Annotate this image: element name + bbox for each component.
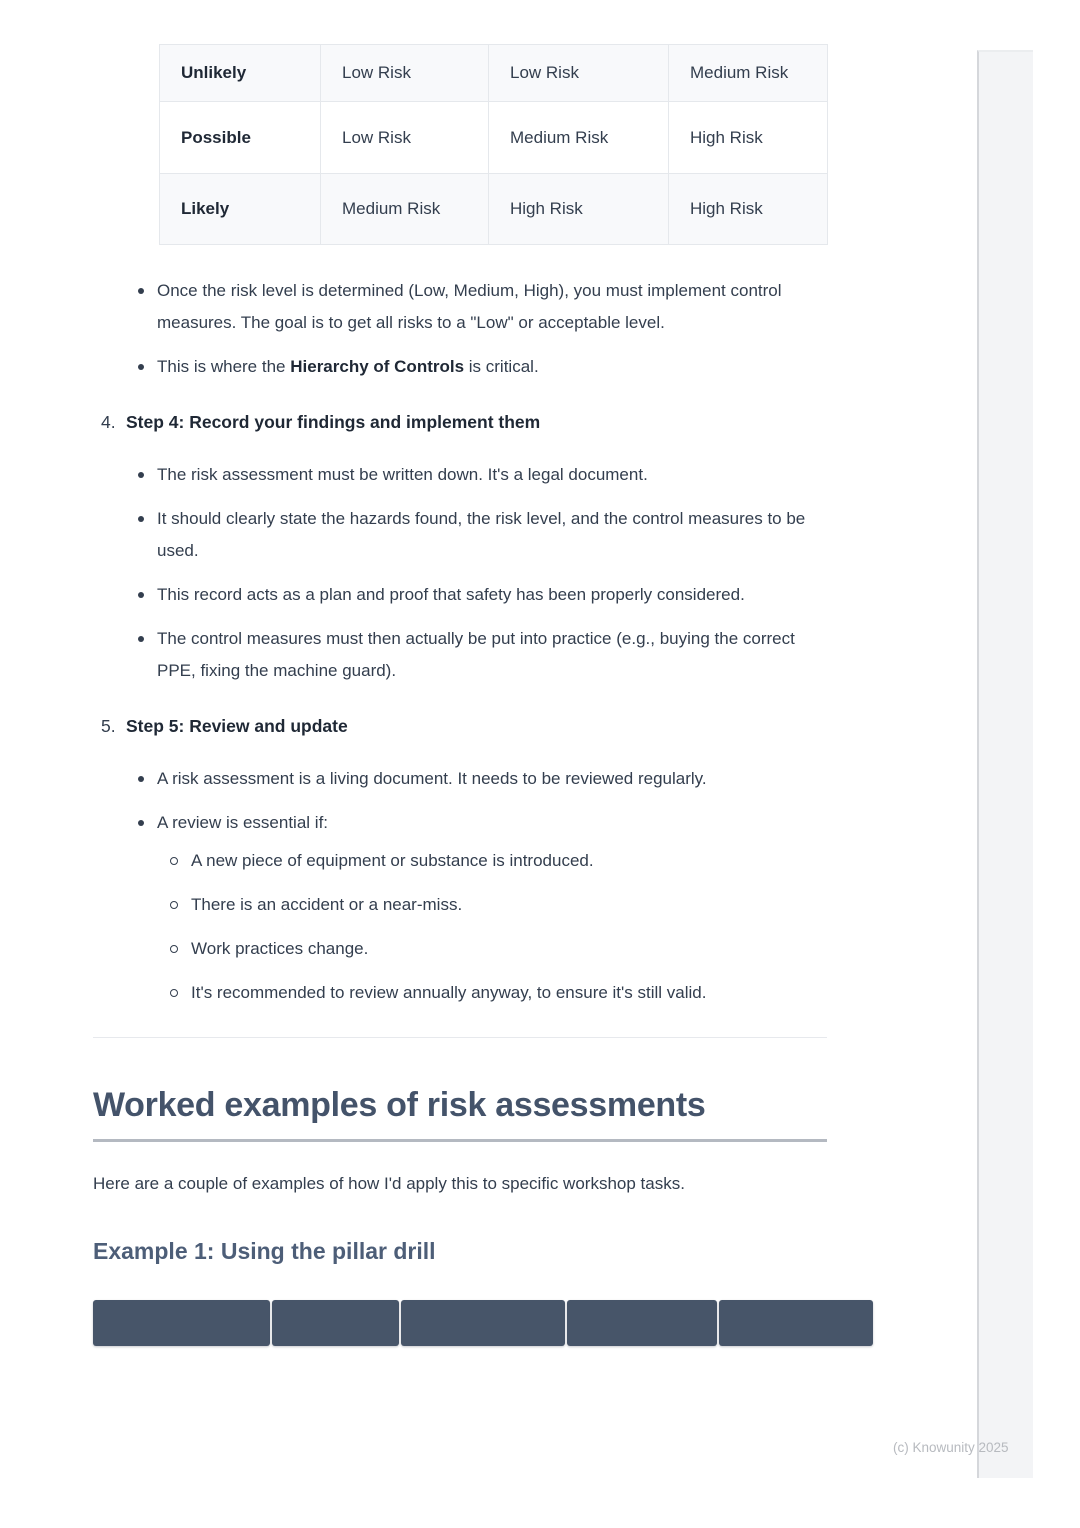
list-item-text: The risk assessment must be written down. It's a legal document.: [157, 465, 648, 484]
list-item-text: Work practices change.: [191, 939, 369, 958]
bullet-dot-icon: [138, 364, 144, 370]
matrix-row-unlikely: [160, 45, 828, 102]
example1-header-cell: [93, 1300, 270, 1346]
list-item-text: The control measures must then actually be put into practice (e.g., buying the correct PPE, fixing the machine guard).: [157, 629, 795, 680]
bullet-circle-icon: [170, 901, 178, 909]
step5-bullet-list: [93, 763, 827, 839]
worked-examples-intro: Here are a couple of examples of how I'd apply this to specific workshop tasks.: [93, 1174, 685, 1193]
list-item: [93, 807, 827, 839]
step5-heading: [93, 713, 827, 739]
list-item: [93, 351, 827, 383]
example1-header-cell: [272, 1300, 399, 1346]
list-item: [93, 977, 827, 1009]
matrix-row-label: Unlikely: [160, 45, 321, 102]
matrix-row-label: Possible: [160, 102, 321, 174]
bullet-dot-icon: [138, 820, 144, 826]
bullet-circle-icon: [170, 989, 178, 997]
section-divider: [93, 1037, 827, 1038]
bullet-circle-icon: [170, 945, 178, 953]
example1-header-cell: [567, 1300, 717, 1346]
list-item-text: A new piece of equipment or substance is introduced.: [191, 851, 594, 870]
list-item: [93, 579, 827, 611]
copyright-watermark: (c) Knowunity 2025: [893, 1440, 1009, 1455]
matrix-cell: Medium Risk: [669, 45, 828, 102]
example1-header-cell: [719, 1300, 873, 1346]
matrix-cell: Low Risk: [489, 45, 669, 102]
matrix-cell: High Risk: [669, 102, 828, 174]
bullet-dot-icon: [138, 288, 144, 294]
bullet-dot-icon: [138, 516, 144, 522]
matrix-cell: Medium Risk: [489, 102, 669, 174]
matrix-row-possible: [160, 102, 828, 174]
worked-examples-heading: Worked examples of risk assessments: [93, 1086, 706, 1124]
heading-underline: [93, 1139, 827, 1142]
matrix-row-likely: [160, 174, 828, 245]
list-item: [93, 275, 827, 339]
matrix-cell: High Risk: [489, 174, 669, 245]
step4-number: 4.: [101, 412, 116, 432]
bullet-dot-icon: [138, 592, 144, 598]
list-item-text: A review is essential if:: [157, 813, 329, 832]
matrix-cell: Low Risk: [321, 102, 489, 174]
bullet-dot-icon: [138, 472, 144, 478]
list-item-text: It's recommended to review annually anyway, to ensure it's still valid.: [191, 983, 707, 1002]
list-item: [93, 503, 827, 567]
step5-sub-bullet-list: [93, 845, 827, 1009]
matrix-cell: Medium Risk: [321, 174, 489, 245]
step4-heading: [93, 409, 827, 435]
step4-title: Step 4: Record your findings and implement them: [126, 412, 541, 432]
document-content: [93, 0, 874, 1346]
matrix-row-label: Likely: [160, 174, 321, 245]
list-item: [93, 889, 827, 921]
step4-bullet-list: [93, 459, 827, 687]
risk-matrix-table: [159, 44, 827, 245]
bullet-circle-icon: [170, 857, 178, 865]
bullet-dot-icon: [138, 776, 144, 782]
scrollbar-track[interactable]: [977, 50, 1033, 1478]
list-item-text: This record acts as a plan and proof that safety has been properly considered.: [157, 585, 745, 604]
list-item: [93, 459, 827, 491]
list-item-text: Once the risk level is determined (Low, Medium, High), you must implement control measures. The goal is to get all risks to a "Low" or acceptable level.: [157, 281, 782, 332]
step5-number: 5.: [101, 716, 116, 736]
example1-heading: Example 1: Using the pillar drill: [93, 1238, 436, 1264]
matrix-cell: High Risk: [669, 174, 828, 245]
risk-level-bullet-list: [93, 275, 827, 383]
bullet-dot-icon: [138, 636, 144, 642]
list-item: [93, 933, 827, 965]
list-item-text: It should clearly state the hazards found, the risk level, and the control measures to be used.: [157, 509, 806, 560]
list-item-text: This is where the Hierarchy of Controls is critical.: [157, 357, 539, 376]
list-item: [93, 845, 827, 877]
example1-header-cell: [401, 1300, 565, 1346]
list-item: [93, 763, 827, 795]
list-item: [93, 623, 827, 687]
example1-table-header-row: [93, 1300, 873, 1346]
step5-title: Step 5: Review and update: [126, 716, 348, 736]
list-item-text: A risk assessment is a living document. It needs to be reviewed regularly.: [157, 769, 707, 788]
matrix-cell: Low Risk: [321, 45, 489, 102]
list-item-text: There is an accident or a near-miss.: [191, 895, 463, 914]
